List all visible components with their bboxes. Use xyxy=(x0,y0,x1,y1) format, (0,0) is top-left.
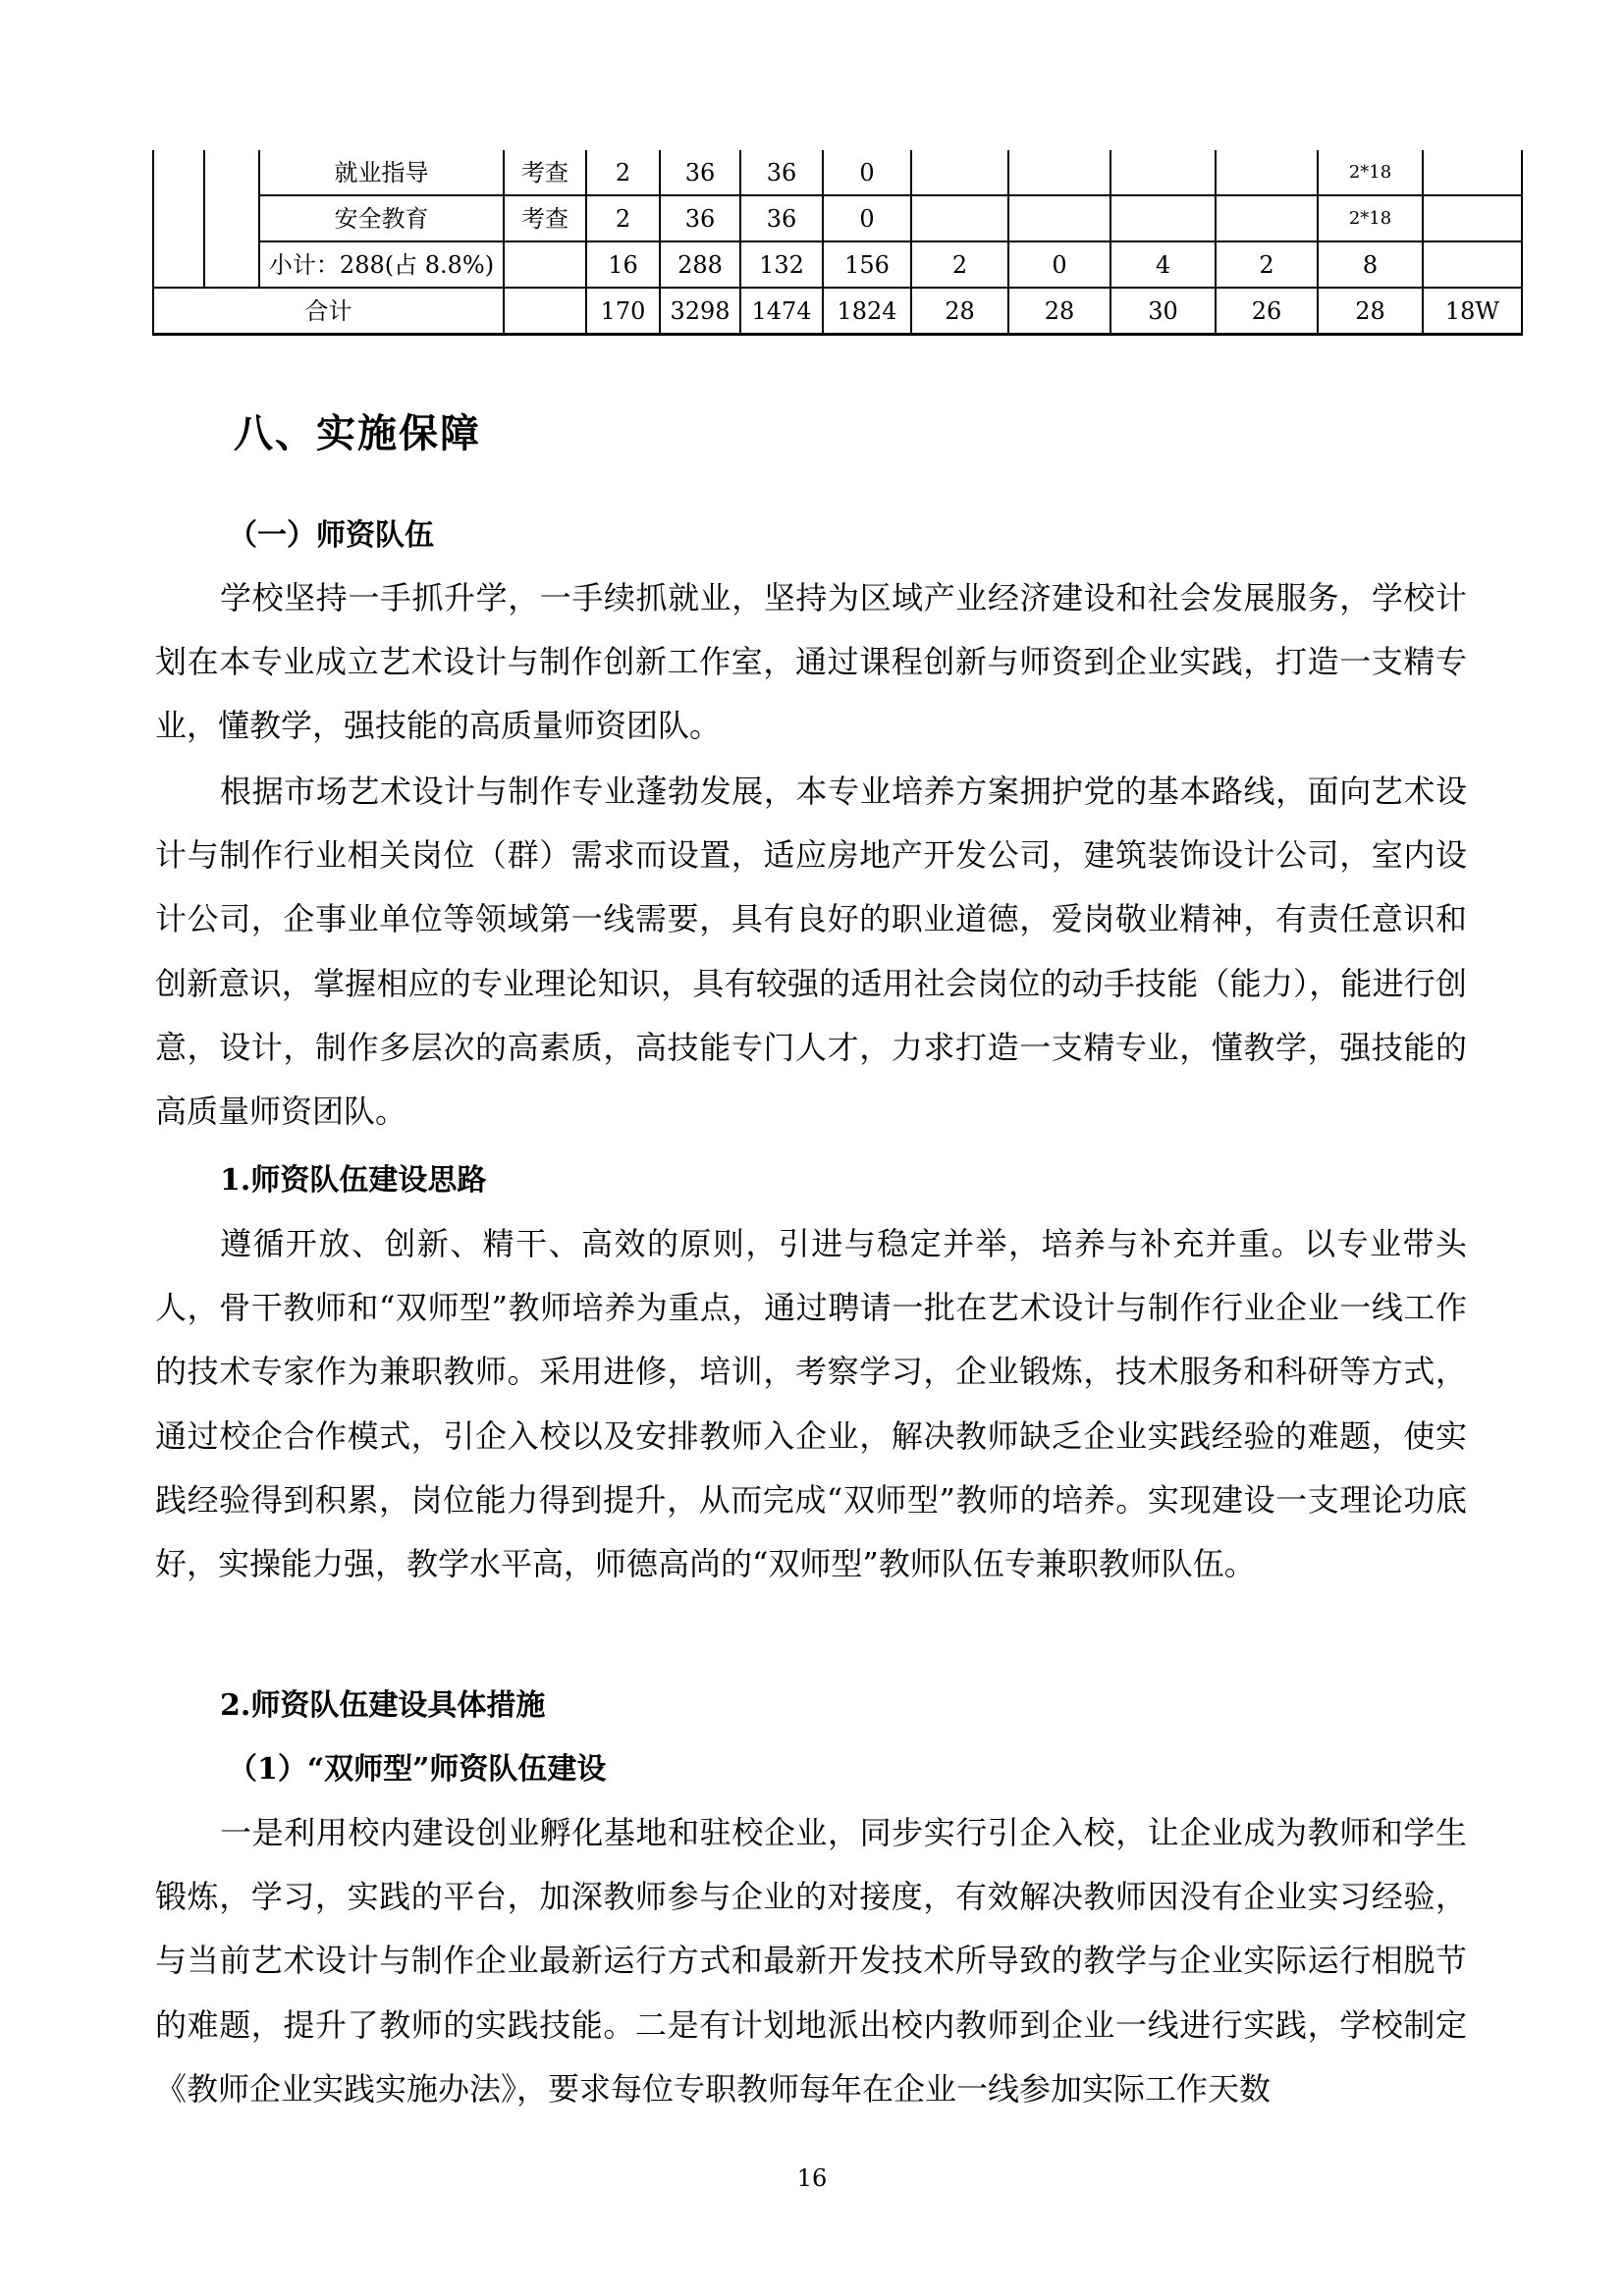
term-5-cell: 2*18 xyxy=(1318,195,1423,241)
term-2-cell xyxy=(1008,150,1110,195)
heading-construction-ideas: 1.师资队伍建设思路 xyxy=(220,1163,487,1198)
subtotal-row xyxy=(153,241,1522,288)
term-3-cell xyxy=(1110,195,1216,241)
term-2-cell: 0 xyxy=(1008,241,1110,288)
credits-cell: 16 xyxy=(586,241,660,288)
theory-hours-cell: 36 xyxy=(740,150,823,195)
term-3-cell xyxy=(1110,150,1216,195)
credits-cell: 2 xyxy=(586,150,660,195)
term-5-cell: 28 xyxy=(1318,288,1423,335)
table-row xyxy=(153,195,1522,241)
course-name-cell: 安全教育 xyxy=(259,195,504,241)
category-cell xyxy=(153,150,204,288)
credits-cell: 170 xyxy=(586,288,660,335)
assessment-cell: 考查 xyxy=(504,195,586,241)
assessment-cell: 考查 xyxy=(504,150,586,195)
heading-specific-measures: 2.师资队伍建设具体措施 xyxy=(220,1688,546,1723)
paragraph-dual-teacher: 一是利用校内建设创业孵化基地和驻校企业，同步实行引企入校，让企业成为教师和学生锻炼，学习，实践的平台，加深教师参与企业的对接度，有效解决教师因没有企业实习经验，与当前艺术设计与制作企业最新运行方式和最新开发技术所导致的教学与企业实际运行相脱节的难题，提升了教师的实践技能。二是有计划地派出校内教师到企业一线进行实践，学校制定《教师企业实践实施办法》，要求每位专职教师每年在企业一线参加实际工作天数 xyxy=(155,1814,1467,2108)
theory-hours-cell: 36 xyxy=(740,195,823,241)
assessment-cell xyxy=(504,241,586,288)
paragraph-construction-ideas: 遵循开放、创新、精干、高效的原则，引进与稳定并举，培养与补充并重。以专业带头人，骨干教师和“双师型”教师培养为重点，通过聘请一批在艺术设计与制作行业企业一线工作的技术专家作为兼职教师。采用进修，培训，考察学习，企业锻炼，技术服务和科研等方式，通过校企合作模式，引企入校以及安排教师入企业，解决教师缺乏企业实践经验的难题，使实践经验得到积累，岗位能力得到提升，从而完成“双师型”教师的培养。实现建设一支理论功底好，实操能力强，教学水平高，师德高尚的“双师型”教师队伍专兼职教师队伍。 xyxy=(155,1225,1467,1583)
paragraph-intro: 学校坚持一手抓升学，一手续抓就业，坚持为区域产业经济建设和社会发展服务，学校计划在本专业成立艺术设计与制作创新工作室，通过课程创新与师资到企业实践，打造一支精专业，懂教学，强技能的高质量师资团队。 xyxy=(155,579,1467,745)
term-3-cell: 4 xyxy=(1110,241,1216,288)
assessment-cell xyxy=(504,288,586,335)
course-name-cell: 就业指导 xyxy=(259,150,504,195)
term-1-cell: 2 xyxy=(911,241,1008,288)
term-3-cell: 30 xyxy=(1110,288,1216,335)
term-4-cell xyxy=(1216,195,1318,241)
credits-cell: 2 xyxy=(586,195,660,241)
total-hours-cell: 3298 xyxy=(660,288,740,335)
term-4-cell xyxy=(1216,150,1318,195)
term-1-cell: 28 xyxy=(911,288,1008,335)
theory-hours-cell: 1474 xyxy=(740,288,823,335)
practice-hours-cell: 0 xyxy=(823,150,911,195)
total-hours-cell: 288 xyxy=(660,241,740,288)
page-number: 16 xyxy=(796,2164,828,2192)
term-6-cell xyxy=(1423,241,1522,288)
term-2-cell: 28 xyxy=(1008,288,1110,335)
subtotal-label-cell: 小计：288(占 8.8%) xyxy=(259,241,504,288)
total-hours-cell: 36 xyxy=(660,195,740,241)
term-1-cell xyxy=(911,150,1008,195)
term-4-cell: 26 xyxy=(1216,288,1318,335)
theory-hours-cell: 132 xyxy=(740,241,823,288)
total-row xyxy=(153,288,1522,335)
total-hours-cell: 36 xyxy=(660,150,740,195)
course-hours-table xyxy=(152,150,1523,336)
term-2-cell xyxy=(1008,195,1110,241)
term-1-cell xyxy=(911,195,1008,241)
term-6-cell xyxy=(1423,195,1522,241)
term-4-cell: 2 xyxy=(1216,241,1318,288)
total-label-cell: 合计 xyxy=(153,288,504,335)
practice-hours-cell: 0 xyxy=(823,195,911,241)
section-title: 八、实施保障 xyxy=(234,410,481,456)
table-row xyxy=(153,150,1522,195)
heading-dual-teacher: （1）“双师型”师资队伍建设 xyxy=(228,1752,607,1787)
practice-hours-cell: 1824 xyxy=(823,288,911,335)
term-6-cell xyxy=(1423,150,1522,195)
term-6-cell: 18W xyxy=(1423,288,1522,335)
subcategory-cell xyxy=(204,150,259,288)
practice-hours-cell: 156 xyxy=(823,241,911,288)
term-5-cell: 8 xyxy=(1318,241,1423,288)
paragraph-background: 根据市场艺术设计与制作专业蓬勃发展，本专业培养方案拥护党的基本路线，面向艺术设计与制作行业相关岗位（群）需求而设置，适应房地产开发公司，建筑装饰设计公司，室内设计公司，企事业单位等领域第一线需要，具有良好的职业道德，爱岗敬业精神，有责任意识和创新意识，掌握相应的专业理论知识，具有较强的适用社会岗位的动手技能（能力），能进行创意，设计，制作多层次的高素质，高技能专门人才，力求打造一支精专业，懂教学，强技能的高质量师资团队。 xyxy=(155,773,1467,1131)
term-5-cell: 2*18 xyxy=(1318,150,1423,195)
subsection-title: （一）师资队伍 xyxy=(228,518,434,553)
